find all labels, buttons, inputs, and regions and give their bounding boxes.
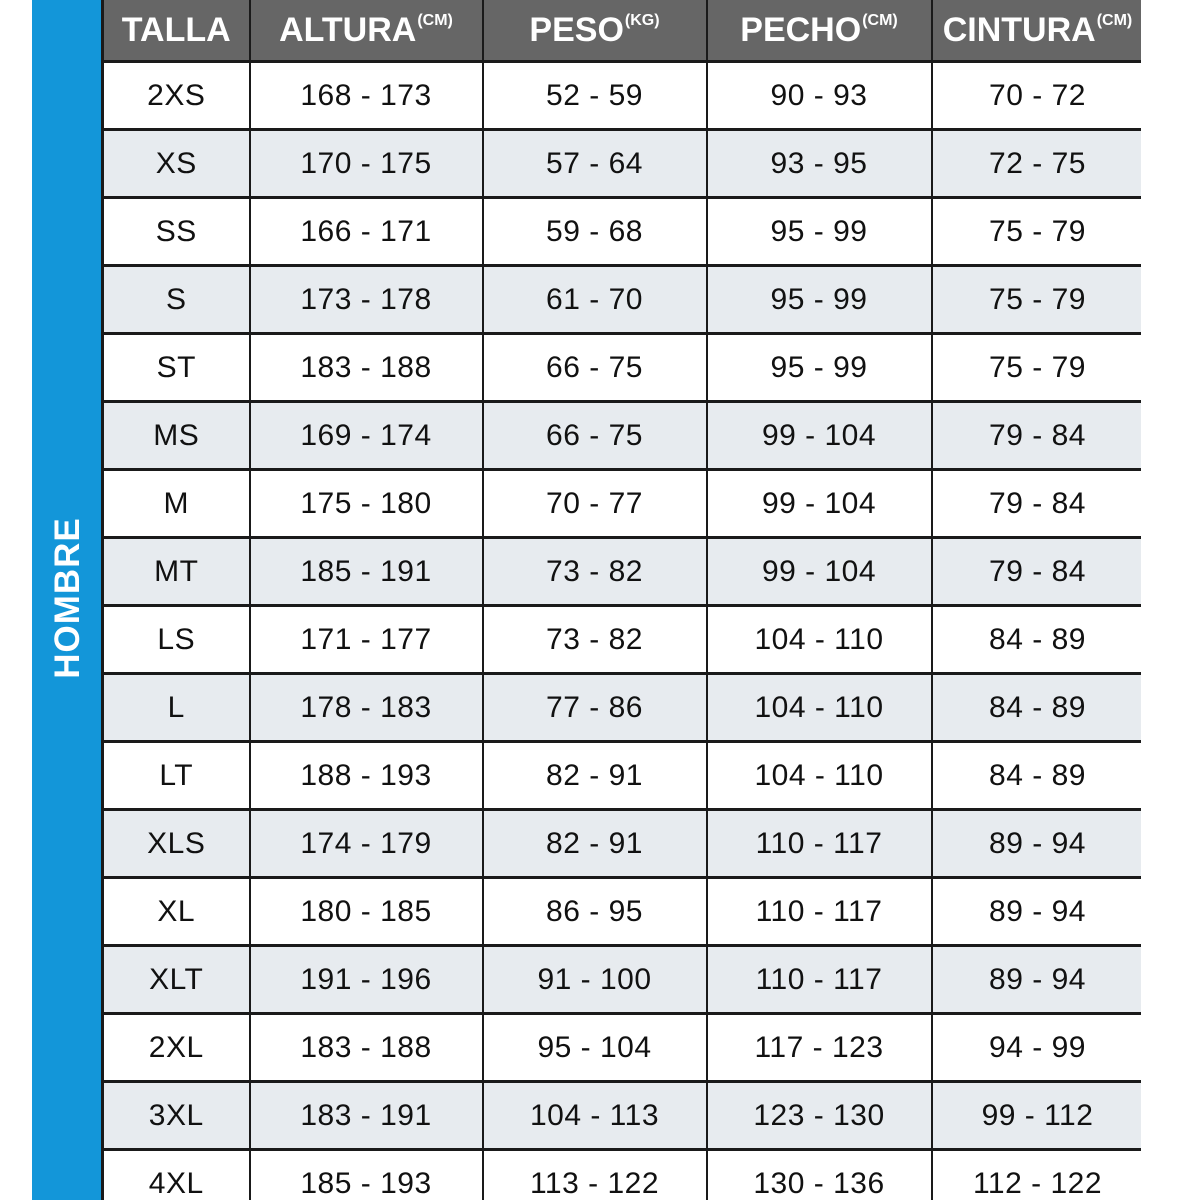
height-cell: 175 - 180	[250, 470, 483, 538]
size-cell: LS	[103, 606, 250, 674]
weight-cell: 66 - 75	[483, 334, 707, 402]
table-row	[103, 334, 1142, 402]
table-row	[103, 946, 1142, 1014]
weight-cell: 77 - 86	[483, 674, 707, 742]
chest-cell: 104 - 110	[707, 742, 932, 810]
weight-cell: 59 - 68	[483, 198, 707, 266]
chest-cell: 117 - 123	[707, 1014, 932, 1082]
height-cell: 169 - 174	[250, 402, 483, 470]
height-cell: 185 - 191	[250, 538, 483, 606]
size-cell: MT	[103, 538, 250, 606]
chest-cell: 123 - 130	[707, 1082, 932, 1150]
chest-cell: 130 - 136	[707, 1150, 932, 1200]
size-cell: 2XL	[103, 1014, 250, 1082]
chest-cell: 95 - 99	[707, 198, 932, 266]
size-cell: LT	[103, 742, 250, 810]
table-row	[103, 538, 1142, 606]
chest-cell: 110 - 117	[707, 946, 932, 1014]
header-unit: (CM)	[417, 11, 453, 29]
weight-cell: 91 - 100	[483, 946, 707, 1014]
weight-cell: 86 - 95	[483, 878, 707, 946]
weight-cell: 82 - 91	[483, 810, 707, 878]
height-cell: 183 - 191	[250, 1082, 483, 1150]
size-cell: 3XL	[103, 1082, 250, 1150]
waist-cell: 75 - 79	[932, 334, 1142, 402]
size-cell: L	[103, 674, 250, 742]
size-cell: 4XL	[103, 1150, 250, 1200]
header-label: PESO	[529, 10, 624, 49]
header-peso	[483, 0, 707, 62]
height-cell: 173 - 178	[250, 266, 483, 334]
table-row	[103, 62, 1142, 130]
gender-label: HOMBRE	[48, 517, 87, 679]
table-row	[103, 130, 1142, 198]
weight-cell: 95 - 104	[483, 1014, 707, 1082]
waist-cell: 99 - 112	[932, 1082, 1142, 1150]
size-cell: SS	[103, 198, 250, 266]
height-cell: 174 - 179	[250, 810, 483, 878]
height-cell: 166 - 171	[250, 198, 483, 266]
waist-cell: 84 - 89	[932, 606, 1142, 674]
weight-cell: 70 - 77	[483, 470, 707, 538]
header-unit: (CM)	[862, 11, 898, 29]
height-cell: 188 - 193	[250, 742, 483, 810]
waist-cell: 89 - 94	[932, 810, 1142, 878]
height-cell: 168 - 173	[250, 62, 483, 130]
size-cell: XLT	[103, 946, 250, 1014]
height-cell: 185 - 193	[250, 1150, 483, 1200]
chest-cell: 95 - 99	[707, 334, 932, 402]
height-cell: 171 - 177	[250, 606, 483, 674]
table-row	[103, 1082, 1142, 1150]
chest-cell: 104 - 110	[707, 606, 932, 674]
chest-cell: 99 - 104	[707, 470, 932, 538]
weight-cell: 73 - 82	[483, 606, 707, 674]
waist-cell: 84 - 89	[932, 742, 1142, 810]
weight-cell: 61 - 70	[483, 266, 707, 334]
size-cell: M	[103, 470, 250, 538]
table-row	[103, 742, 1142, 810]
height-cell: 183 - 188	[250, 334, 483, 402]
waist-cell: 79 - 84	[932, 402, 1142, 470]
height-cell: 183 - 188	[250, 1014, 483, 1082]
size-cell: S	[103, 266, 250, 334]
table-row	[103, 810, 1142, 878]
table-row	[103, 1150, 1142, 1200]
header-label: ALTURA	[279, 10, 417, 49]
waist-cell: 70 - 72	[932, 62, 1142, 130]
weight-cell: 82 - 91	[483, 742, 707, 810]
chest-cell: 95 - 99	[707, 266, 932, 334]
waist-cell: 79 - 84	[932, 538, 1142, 606]
chest-cell: 110 - 117	[707, 878, 932, 946]
size-cell: ST	[103, 334, 250, 402]
header-pecho	[707, 0, 932, 62]
size-table	[101, 0, 1141, 1200]
waist-cell: 89 - 94	[932, 946, 1142, 1014]
chest-cell: 93 - 95	[707, 130, 932, 198]
table-row	[103, 1014, 1142, 1082]
chest-cell: 110 - 117	[707, 810, 932, 878]
table-row	[103, 402, 1142, 470]
table-row	[103, 606, 1142, 674]
weight-cell: 73 - 82	[483, 538, 707, 606]
size-table-wrapper	[101, 0, 1141, 1200]
header-label: CINTURA	[942, 10, 1096, 49]
table-row	[103, 674, 1142, 742]
waist-cell: 89 - 94	[932, 878, 1142, 946]
header-row	[103, 0, 1142, 62]
weight-cell: 113 - 122	[483, 1150, 707, 1200]
waist-cell: 94 - 99	[932, 1014, 1142, 1082]
header-unit: (CM)	[1096, 11, 1133, 29]
chest-cell: 99 - 104	[707, 538, 932, 606]
waist-cell: 84 - 89	[932, 674, 1142, 742]
height-cell: 178 - 183	[250, 674, 483, 742]
weight-cell: 57 - 64	[483, 130, 707, 198]
chest-cell: 104 - 110	[707, 674, 932, 742]
waist-cell: 75 - 79	[932, 266, 1142, 334]
size-cell: XLS	[103, 810, 250, 878]
table-row	[103, 266, 1142, 334]
size-cell: 2XS	[103, 62, 250, 130]
table-row	[103, 470, 1142, 538]
height-cell: 191 - 196	[250, 946, 483, 1014]
waist-cell: 79 - 84	[932, 470, 1142, 538]
header-label: PECHO	[740, 10, 862, 49]
size-cell: XL	[103, 878, 250, 946]
waist-cell: 112 - 122	[932, 1150, 1142, 1200]
chest-cell: 90 - 93	[707, 62, 932, 130]
chest-cell: 99 - 104	[707, 402, 932, 470]
height-cell: 170 - 175	[250, 130, 483, 198]
weight-cell: 52 - 59	[483, 62, 707, 130]
weight-cell: 66 - 75	[483, 402, 707, 470]
header-altura	[250, 0, 483, 62]
waist-cell: 75 - 79	[932, 198, 1142, 266]
size-cell: XS	[103, 130, 250, 198]
header-cintura	[932, 0, 1142, 62]
waist-cell: 72 - 75	[932, 130, 1142, 198]
header-talla	[103, 0, 250, 62]
table-row	[103, 198, 1142, 266]
size-cell: MS	[103, 402, 250, 470]
header-label: TALLA	[121, 10, 231, 49]
height-cell: 180 - 185	[250, 878, 483, 946]
weight-cell: 104 - 113	[483, 1082, 707, 1150]
size-table-body	[103, 62, 1142, 1200]
header-unit: (KG)	[624, 11, 660, 29]
table-row	[103, 878, 1142, 946]
